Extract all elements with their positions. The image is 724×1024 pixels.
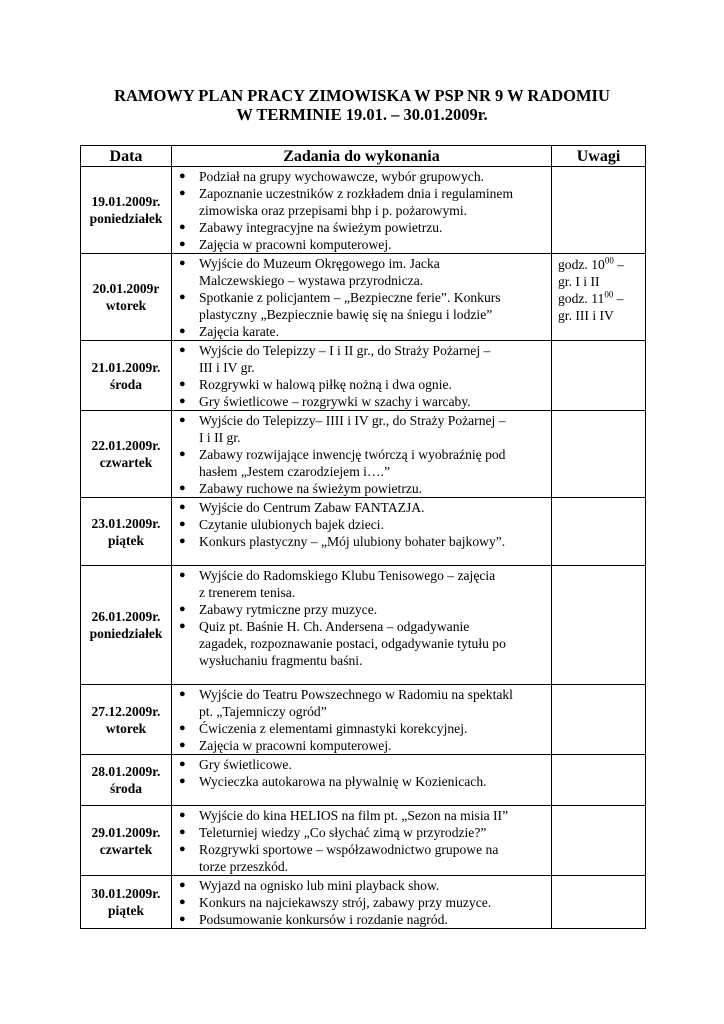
table-row <box>81 498 646 566</box>
weekday-text: czwartek <box>99 841 153 857</box>
task-line: Konkurs plastyczny – „Mój ulubiony bohater bajkowy”. <box>199 534 506 549</box>
table-row <box>81 167 646 254</box>
table-row <box>81 341 646 411</box>
task-line: Zajęcia w pracowni komputerowej. <box>199 738 392 753</box>
table-body <box>81 167 646 929</box>
date-text: 22.01.2009r. <box>91 438 161 453</box>
tasks-cell <box>172 806 552 876</box>
task-line: Konkurs na najciekawszy strój, zabawy przy muzyce. <box>199 895 492 910</box>
note-text: gr. I i II <box>558 274 600 289</box>
notes-cell <box>552 876 646 929</box>
task-line: Podsumowanie konkursów i rozdanie nagród. <box>199 912 448 927</box>
list-item <box>172 686 551 720</box>
weekday-text: wtorek <box>105 298 147 313</box>
task-list <box>172 755 551 790</box>
task-list <box>172 876 551 928</box>
list-item <box>172 618 551 669</box>
task-line: zagadek, rozpoznawanie postaci, odgadywanie tytułu po <box>199 636 506 651</box>
list-item <box>172 480 551 497</box>
task-list <box>172 167 551 253</box>
list-item <box>172 412 551 446</box>
task-line: pt. „Tajemniczy ogród” <box>199 704 327 719</box>
bullet-icon: ● <box>179 291 186 303</box>
bullet-icon: ● <box>179 325 186 337</box>
list-item <box>172 911 551 928</box>
table-row <box>81 755 646 806</box>
task-line: Wyjście do Telepizzy – I i II gr., do Straży Pożarnej – <box>199 343 491 358</box>
task-list <box>172 685 551 754</box>
notes-cell <box>552 685 646 755</box>
tasks-cell <box>172 566 552 685</box>
task-line: Zapoznanie uczestników z rozkładem dnia i regulaminem <box>199 186 514 201</box>
list-item <box>172 877 551 894</box>
bullet-icon: ● <box>179 187 186 199</box>
task-line: Wyjście do kina HELIOS na film pt. „Sezon na misia II” <box>199 808 509 823</box>
date-text: 20.01.2009r <box>92 281 160 296</box>
list-item <box>172 289 551 323</box>
task-line: Wyjazd na ognisko lub mini playback show. <box>199 878 440 893</box>
notes-cell <box>552 254 646 341</box>
time-minutes: 00 <box>604 255 614 266</box>
task-line: wysłuchaniu fragmentu baśni. <box>199 653 363 668</box>
note-line <box>558 290 641 307</box>
task-line: zimowiska oraz przepisami bhp i p. pożarowymi. <box>199 203 468 218</box>
task-line: Zabawy integracyjne na świeżym powietrzu. <box>199 220 443 235</box>
tasks-cell <box>172 254 552 341</box>
bullet-icon: ● <box>179 569 186 581</box>
notes-cell <box>552 411 646 498</box>
weekday-text: piątek <box>107 903 144 918</box>
task-list <box>172 806 551 875</box>
bullet-icon: ● <box>179 775 186 787</box>
tasks-cell <box>172 876 552 929</box>
task-line: Zabawy rytmiczne przy muzyce. <box>199 602 378 617</box>
weekday-text: poniedziałek <box>89 211 163 226</box>
task-line: hasłem „Jestem czarodziejem i….” <box>199 464 390 479</box>
bullet-icon: ● <box>179 758 186 770</box>
weekday-text: środa <box>109 781 142 796</box>
bullet-icon: ● <box>179 739 186 751</box>
bullet-icon: ● <box>179 257 186 269</box>
schedule-table <box>80 145 646 929</box>
task-line: Wyjście do Teatru Powszechnego w Radomiu na spektakl <box>199 687 513 702</box>
note-text: godz. 10 <box>558 257 605 272</box>
date-text: 28.01.2009r. <box>91 764 161 779</box>
notes-cell <box>552 755 646 806</box>
document-title <box>0 86 724 124</box>
task-line: I i II gr. <box>199 430 241 445</box>
task-line: Malczewskiego – wystawa przyrodnicza. <box>199 273 424 288</box>
bullet-icon: ● <box>179 603 186 615</box>
list-item <box>172 720 551 737</box>
bullet-icon: ● <box>179 395 186 407</box>
note-line <box>558 307 641 324</box>
weekday-text: poniedziałek <box>89 626 163 641</box>
notes-cell <box>552 566 646 685</box>
bullet-icon: ● <box>179 620 186 632</box>
list-item <box>172 756 551 773</box>
task-line: Zabawy ruchowe na świeżym powietrzu. <box>199 481 423 496</box>
tasks-cell <box>172 411 552 498</box>
task-list <box>172 411 551 497</box>
bullet-icon: ● <box>179 688 186 700</box>
task-line: Wyjście do Muzeum Okręgowego im. Jacka <box>199 256 440 271</box>
note-text: – <box>613 291 624 306</box>
bullet-icon: ● <box>179 482 186 494</box>
bullet-icon: ● <box>179 826 186 838</box>
task-line: Ćwiczenia z elementami gimnastyki korekcyjnej. <box>199 721 468 736</box>
date-cell <box>81 498 172 566</box>
task-list <box>172 254 551 340</box>
table-row <box>81 685 646 755</box>
date-text: 21.01.2009r. <box>91 359 161 375</box>
bullet-icon: ● <box>179 518 186 530</box>
task-line: Rozgrywki sportowe – współzawodnictwo grupowe na <box>199 842 499 857</box>
table-row <box>81 876 646 929</box>
task-list <box>172 566 551 669</box>
bullet-icon: ● <box>179 238 186 250</box>
list-item <box>172 255 551 289</box>
task-line: z trenerem tenisa. <box>199 585 296 600</box>
note-line <box>558 256 641 273</box>
date-cell <box>81 806 172 876</box>
task-line: torze przeszkód. <box>199 859 289 874</box>
date-cell <box>81 566 172 685</box>
date-cell <box>81 254 172 341</box>
bullet-icon: ● <box>179 535 186 547</box>
header-date: Data <box>81 146 172 167</box>
weekday-text: środa <box>109 376 142 392</box>
list-item <box>172 323 551 340</box>
tasks-cell <box>172 685 552 755</box>
date-text: 29.01.2009r. <box>91 824 161 840</box>
list-item <box>172 446 551 480</box>
task-list <box>172 341 551 410</box>
date-cell <box>81 411 172 498</box>
bullet-icon: ● <box>179 414 186 426</box>
tasks-cell <box>172 755 552 806</box>
list-item <box>172 773 551 790</box>
tasks-cell <box>172 341 552 411</box>
date-text: 30.01.2009r. <box>91 886 161 901</box>
task-line: Czytanie ulubionych bajek dzieci. <box>199 517 384 532</box>
header-tasks: Zadania do wykonania <box>172 146 552 167</box>
bullet-icon: ● <box>179 896 186 908</box>
list-item <box>172 393 551 410</box>
date-cell <box>81 341 172 411</box>
bullet-icon: ● <box>179 809 186 821</box>
date-text: 23.01.2009r. <box>91 515 161 531</box>
bullet-icon: ● <box>179 879 186 891</box>
bullet-icon: ● <box>179 843 186 855</box>
list-item <box>172 168 551 185</box>
note-text: – <box>613 257 625 272</box>
list-item <box>172 185 551 219</box>
table-row <box>81 566 646 685</box>
notes-cell <box>552 341 646 411</box>
date-cell <box>81 167 172 254</box>
weekday-text: piątek <box>107 532 144 548</box>
list-item <box>172 737 551 754</box>
date-text: 26.01.2009r. <box>91 609 161 624</box>
task-line: Quiz pt. Baśnie H. Ch. Andersena – odgadywanie <box>199 619 470 634</box>
task-line: Wyjście do Centrum Zabaw FANTAZJA. <box>199 500 425 515</box>
list-item <box>172 219 551 236</box>
task-line: Teleturniej wiedzy „Co słychać zimą w przyrodzie?” <box>199 825 487 840</box>
list-item <box>172 516 551 533</box>
table-row <box>81 254 646 341</box>
task-line: Gry świetlicowe. <box>199 757 292 772</box>
bullet-icon: ● <box>179 913 186 925</box>
task-line: Rozgrywki w halową piłkę nożną i dwa ognie. <box>199 377 452 392</box>
weekday-text: czwartek <box>99 455 153 470</box>
bullet-icon: ● <box>179 448 186 460</box>
table-header-row <box>81 146 646 167</box>
list-item <box>172 499 551 516</box>
bullet-icon: ● <box>179 344 186 356</box>
tasks-cell <box>172 167 552 254</box>
note-text: gr. III i IV <box>558 308 614 323</box>
title-line-2: W TERMINIE 19.01. – 30.01.2009r. <box>236 105 488 124</box>
task-list <box>172 498 551 550</box>
date-text: 27.12.2009r. <box>91 703 161 719</box>
date-text: 19.01.2009r. <box>91 194 161 209</box>
title-line-1: RAMOWY PLAN PRACY ZIMOWISKA W PSP NR 9 W RADOMIU <box>114 86 610 105</box>
task-line: Spotkanie z policjantem – „Bezpieczne ferie”. Konkurs <box>199 290 501 305</box>
task-line: Zajęcia w pracowni komputerowej. <box>199 237 392 252</box>
notes-cell <box>552 498 646 566</box>
date-cell <box>81 685 172 755</box>
tasks-cell <box>172 498 552 566</box>
table-row <box>81 806 646 876</box>
bullet-icon: ● <box>179 170 186 182</box>
list-item <box>172 236 551 253</box>
time-minutes: 00 <box>604 289 614 300</box>
task-line: Wycieczka autokarowa na pływalnię w Kozienicach. <box>199 774 487 789</box>
header-notes: Uwagi <box>552 146 646 167</box>
bullet-icon: ● <box>179 722 186 734</box>
list-item <box>172 894 551 911</box>
note-text: godz. 11 <box>558 291 605 306</box>
notes-cell <box>552 806 646 876</box>
list-item <box>172 567 551 601</box>
list-item <box>172 841 551 875</box>
weekday-text: wtorek <box>105 720 147 736</box>
task-line: Zajęcia karate. <box>199 324 279 339</box>
list-item <box>172 601 551 618</box>
task-line: Wyjście do Telepizzy– IIII i IV gr., do Straży Pożarnej – <box>199 413 506 428</box>
task-line: Zabawy rozwijające inwencję twórczą i wyobraźnię pod <box>199 447 506 462</box>
task-line: Podział na grupy wychowawcze, wybór grupowych. <box>199 169 485 184</box>
bullet-icon: ● <box>179 378 186 390</box>
table-row <box>81 411 646 498</box>
date-cell <box>81 876 172 929</box>
task-line: Gry świetlicowe – rozgrywki w szachy i warcaby. <box>199 394 471 409</box>
note-line <box>558 273 641 290</box>
list-item <box>172 533 551 550</box>
task-line: plastyczny „Bezpiecznie bawię się na śniegu i lodzie” <box>199 307 493 322</box>
date-cell <box>81 755 172 806</box>
bullet-icon: ● <box>179 221 186 233</box>
list-item <box>172 376 551 393</box>
bullet-icon: ● <box>179 501 186 513</box>
list-item <box>172 824 551 841</box>
notes-cell <box>552 167 646 254</box>
task-line: Wyjście do Radomskiego Klubu Tenisowego – zajęcia <box>199 568 496 583</box>
task-line: III i IV gr. <box>199 360 255 375</box>
list-item <box>172 807 551 824</box>
list-item <box>172 342 551 376</box>
